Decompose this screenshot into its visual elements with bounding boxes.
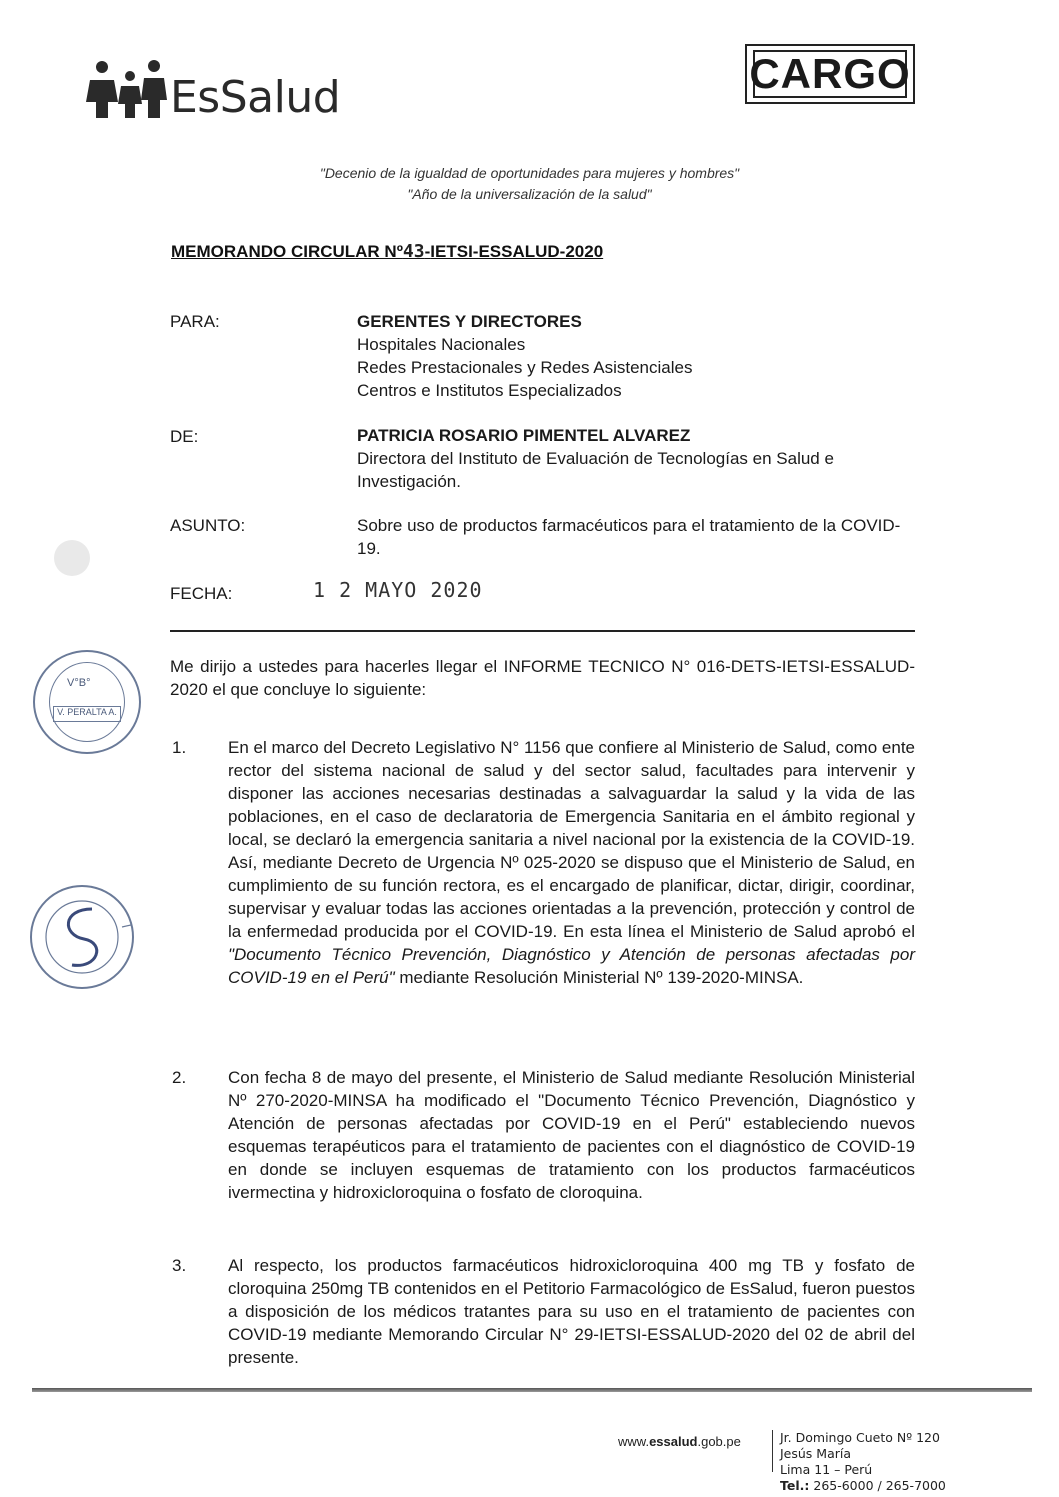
memo-title-number: 43 <box>402 241 425 262</box>
footer-address-line-3: Lima 11 – Perú <box>780 1462 873 1477</box>
memo-title: MEMORANDO CIRCULAR Nº43-IETSI-ESSALUD-2020 <box>171 241 604 262</box>
cargo-stamp-label: CARGO <box>749 50 911 97</box>
item-2-number: 2. <box>172 1068 187 1087</box>
footer-website-bold: essalud <box>649 1434 698 1449</box>
item-3-text: Al respecto, los productos farmacéuticos hidroxicloroquina 400 mg TB y fosfato de cloroquina 250mg TB contenidos en el Petitorio Farmacológico de EsSalud, fueron puestos a disposición de los médicos tratantes para su uso en el tratamiento de pacientes con COVID-19 mediante Memorando Circular N° 29-IETSI-ESSALUD-2020 del 02 de abril del presente. <box>228 1256 915 1367</box>
signature-mark <box>32 887 132 987</box>
item-1-text-b: mediante Resolución Ministerial Nº 139-2020-MINSA. <box>394 968 804 987</box>
seal-1-vobo: V°B° <box>67 677 91 689</box>
asunto-label: ASUNTO: <box>170 516 246 535</box>
approval-seal-1 <box>33 650 141 754</box>
footer-separator <box>772 1430 773 1472</box>
item-1-text-a: En el marco del Decreto Legislativo N° 1156 que confiere al Ministerio de Salud, como ente rector del sistema nacional de salud y del sector salud, facultades para intervenir y disponer las acciones necesarias destinadas a salvaguardar la salud y la vida de las poblaciones, en el caso de declaratoria de Emergencia Sanitaria en el ámbito regional y local, se declaró la emergencia sanitaria a nivel nacional por la existencia de la COVID-19. Así, mediante Decreto de Urgencia Nº 025-2020 se dispuso que el Ministerio de Salud, en cumplimiento de su función rectora, es el encargado de planificar, dictar, dirigir, coordinar, supervisar y evaluar todas las acciones orientadas a la prevención, protección y control de la enfermedad producida por el COVID-19. En esta línea el Ministerio de Salud aprobó el <box>228 738 915 941</box>
footer-address <box>780 1430 946 1494</box>
item-2-text: Con fecha 8 de mayo del presente, el Ministerio de Salud mediante Resolución Ministerial Nº 270-2020-MINSA ha modificado el "Documento Técnico Prevención, Diagnóstico y Atención de personas afectadas por COVID-19 en el Perú" estableciendo nuevos esquemas terapéuticos para el tratamiento de pacientes con el diagnóstico de COVID-19 en donde se incluyen esquemas de tratamiento con los productos farmacéuticos ivermectina y hidroxicloroquina o fosfato de cloroquina. <box>228 1068 915 1202</box>
item-1-text-italic: "Documento Técnico Prevención, Diagnóstico y Atención de personas afectadas por COVID-19 en el Perú" <box>228 945 915 987</box>
footer-phone <box>780 1478 946 1494</box>
footer-divider <box>32 1388 1032 1392</box>
footer-address-line-2: Jesús María <box>780 1446 852 1461</box>
de-label: DE: <box>170 427 199 446</box>
motto-line-1: "Decenio de la igualdad de oportunidades para mujeres y hombres" <box>319 165 740 181</box>
footer-phone-value: 265-6000 / 265-7000 <box>809 1478 946 1493</box>
header-divider <box>170 630 915 632</box>
essalud-logo-figures <box>78 58 170 120</box>
motto-line-2: "Año de la universalización de la salud" <box>407 186 652 202</box>
cargo-stamp <box>745 44 915 104</box>
de-block <box>357 424 917 493</box>
item-3-number: 3. <box>172 1256 187 1275</box>
memo-title-suffix: IETSI-ESSALUD-2020 <box>430 242 604 261</box>
punch-hole <box>54 540 90 576</box>
para-line-2: Redes Prestacionales y Redes Asistenciales <box>357 358 693 377</box>
footer-website-prefix: www. <box>618 1434 650 1449</box>
approval-seal-2 <box>30 885 134 989</box>
de-name: PATRICIA ROSARIO PIMENTEL ALVAREZ <box>357 426 691 445</box>
para-label: PARA: <box>170 312 220 331</box>
asunto-text: Sobre uso de productos farmacéuticos para el tratamiento de la COVID-19. <box>357 516 901 558</box>
fecha-label: FECHA: <box>170 584 233 603</box>
memo-title-prefix: MEMORANDO CIRCULAR Nº <box>171 242 403 261</box>
para-line-1: Hospitales Nacionales <box>357 335 526 354</box>
essalud-logo-text: EsSalud <box>170 72 341 123</box>
item-1-number: 1. <box>172 738 187 757</box>
para-block <box>357 310 692 402</box>
intro-paragraph: Me dirijo a ustedes para hacerles llegar el INFORME TECNICO N° 016-DETS-IETSI-ESSALUD-2020 el que concluye lo siguiente: <box>170 657 915 699</box>
fecha-value: 1 2 MAYO 2020 <box>313 578 483 602</box>
footer-website-suffix: .gob.pe <box>697 1434 741 1449</box>
footer-website[interactable] <box>618 1434 741 1449</box>
para-name: GERENTES Y DIRECTORES <box>357 312 582 331</box>
footer-phone-label: Tel.: <box>780 1478 810 1493</box>
footer-address-line-1: Jr. Domingo Cueto Nº 120 <box>780 1430 940 1445</box>
item-1-text <box>228 736 915 989</box>
para-line-3: Centros e Institutos Especializados <box>357 381 622 400</box>
de-role: Directora del Instituto de Evaluación de Tecnologías en Salud e Investigación. <box>357 449 834 491</box>
seal-1-name: V. PERALTA A. <box>53 706 121 722</box>
